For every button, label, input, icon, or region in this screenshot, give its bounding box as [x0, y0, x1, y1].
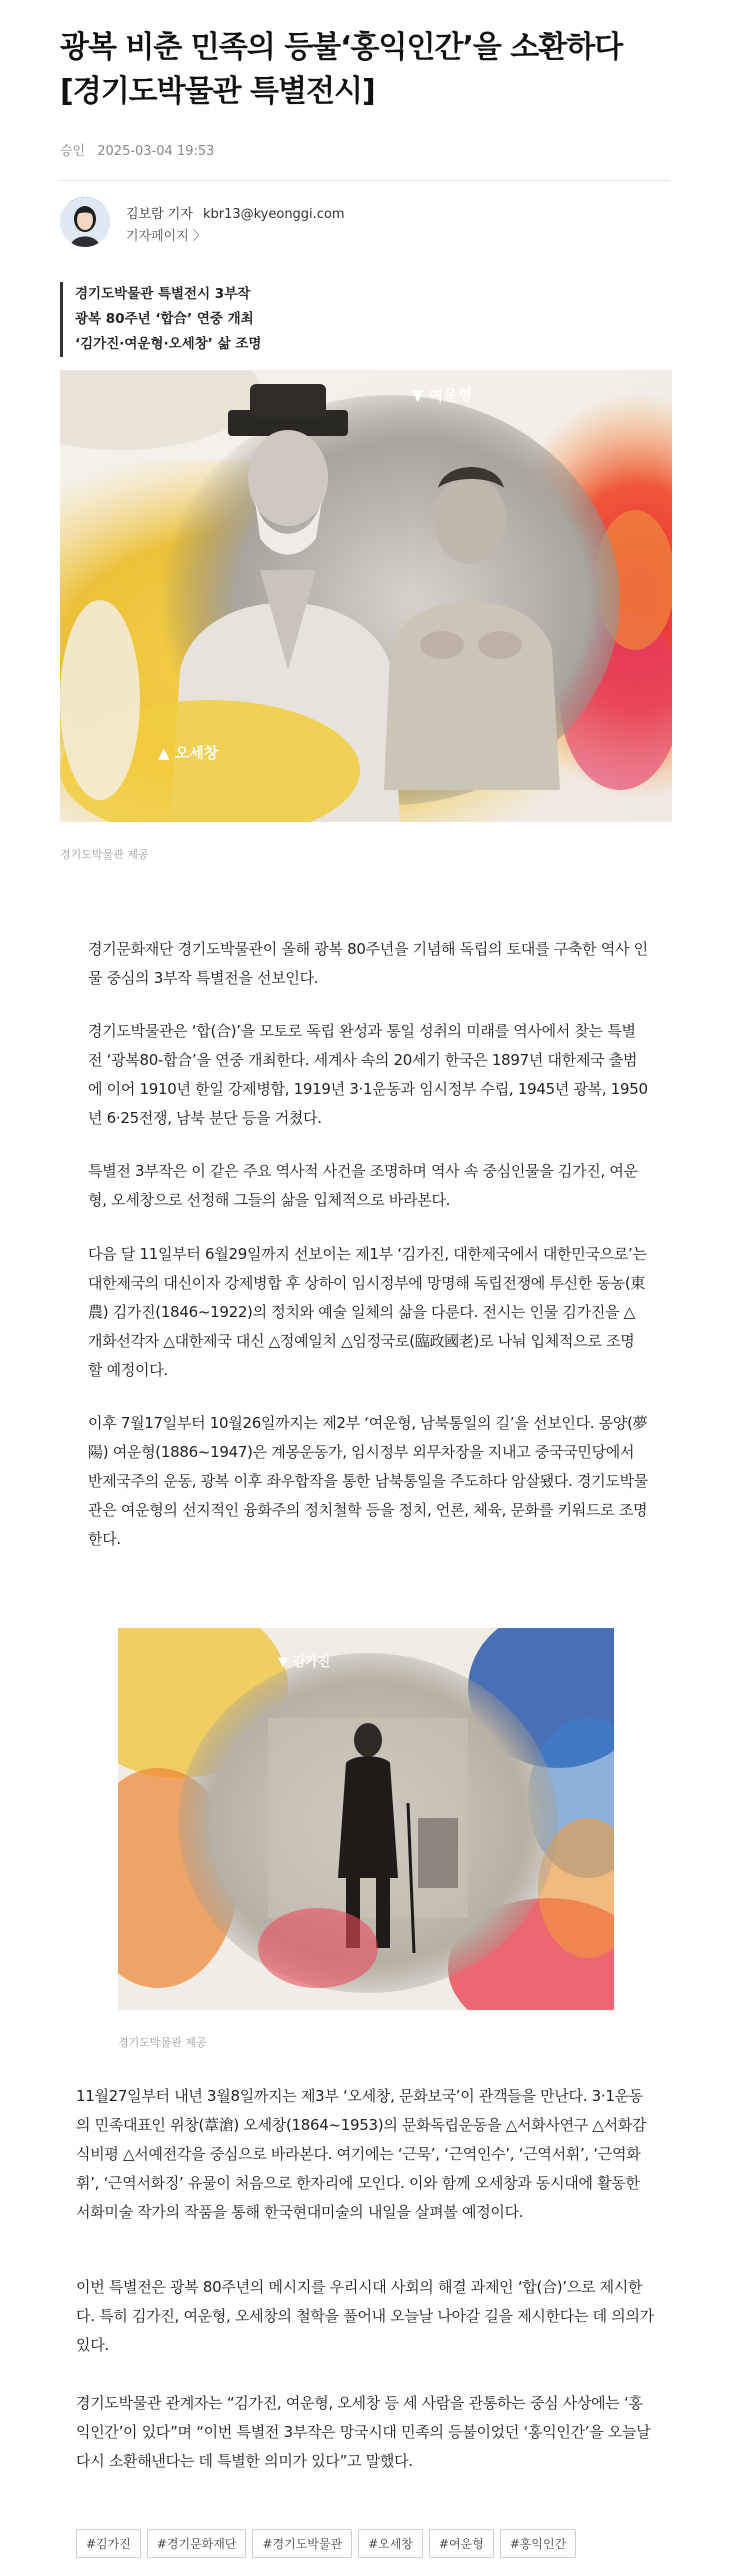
photo-label-kim: ▼ 김가진 [278, 1655, 331, 1670]
tag-item[interactable]: #김가진 [76, 2529, 141, 2558]
author-line [126, 203, 345, 222]
tag-item[interactable]: #홍익인간 [500, 2529, 576, 2558]
photo-label-oh: ▲ 오세창 [158, 744, 219, 762]
article-paragraph: 이후 7월17일부터 10월26일까지는 제2부 ‘여운형, 남북통일의 길’을 선보인다. 몽양(夢陽) 여운형(1886~1947)은 계몽운동가, 임시정부 외무차장을 지내고 중국국민당에서 반제국주의 운동, 광복 이후 좌우합작을 통한 남북통일을 주도하다 암살됐다. 경기도박물관은 여운형의 선지적인 융화주의 정치철학 등을 정치, 언론, 체육, 문화를 키워드로 조명한다. [88, 1414, 648, 1548]
tag-item[interactable]: #여운형 [429, 2529, 494, 2558]
article-photo-2 [118, 1628, 614, 2010]
article-meta [60, 140, 222, 159]
photo-caption-2: 경기도박물관 제공 [118, 2036, 207, 2049]
article-paragraph: 경기도박물관은 ‘합(合)’을 모토로 독립 완성과 통일 성취의 미래를 역사에서 찾는 특별전 ‘광복80-합合’을 연중 개최한다. 세계사 속의 20세기 한국은 1897년 대한제국 출범에 이어 1910년 한일 강제병합, 1919년 3·1운동과 임시정부 수립, 1945년 광복, 1950년 6·25전쟁, 남북 분단 등을 거쳤다. [88, 1022, 648, 1127]
article-title [60, 26, 680, 114]
article-summary [60, 282, 261, 357]
tag-item[interactable]: #경기문화재단 [147, 2529, 247, 2558]
tag-item[interactable]: #오세창 [358, 2529, 423, 2558]
article-paragraph: 특별전 3부작은 이 같은 주요 역사적 사건을 조명하며 역사 속 중심인물을 김가진, 여운형, 오세창으로 선정해 그들의 삶을 입체적으로 바라본다. [88, 1162, 638, 1209]
photo-collage-kim [118, 1628, 614, 2010]
avatar-portrait [60, 197, 110, 247]
article-title-line1: 광복 비춘 민족의 등불‘홍익인간’을 소환하다 [60, 30, 623, 65]
author-avatar [60, 197, 110, 247]
article-paragraph: 11월27일부터 내년 3월8일까지는 제3부 ‘오세창, 문화보국’이 관객들을 만난다. 3·1운동의 민족대표인 위창(葦滄) 오세창(1864~1953)의 문화독립운동을 △서화사연구 △서화감식비평 △서예전각을 중심으로 바라본다. 여기에는 ‘근묵’, ‘근역인수’, ‘근역서휘’, ‘근역화휘’, ‘근역서화징’ 유물이 처음으로 한자리에 모인다. 이와 함께 오세창과 동시대에 활동한 서화미술 작가의 작품을 통해 한국현대미술의 내일을 살펴볼 예정이다. [76, 2087, 647, 2221]
approval-status: 승인 [60, 144, 86, 159]
tag-item[interactable]: #경기도박물관 [252, 2529, 352, 2558]
summary-line: ‘김가진·여운형·오세창’ 삶 조명 [75, 336, 262, 352]
photo-label-yeo: ▼ 여운형 [412, 386, 473, 404]
article-paragraph: 다음 달 11일부터 6월29일까지 선보이는 제1부 ‘김가진, 대한제국에서 대한민국으로’는 대한제국의 대신이자 강제병합 후 상하이 임시정부에 망명해 독립전쟁에 투신한 동농(東農) 김가진(1846~1922)의 정치와 예술 일체의 삶을 다룬다. 전시는 인물 김가진을 △개화선각자 △대한제국 대신 △정예일치 △임정국로(臨政國老)로 나눠 입체적으로 조명할 예정이다. [88, 1245, 647, 1379]
author-name: 김보람 기자 [126, 207, 193, 222]
article-paragraph: 경기문화재단 경기도박물관이 올해 광복 80주년을 기념해 독립의 토대를 구축한 역사 인물 중심의 3부작 특별전을 선보인다. [88, 940, 648, 987]
article-photo-1 [60, 370, 672, 822]
summary-line: 경기도박물관 특별전시 3부작 [75, 286, 251, 302]
photo-caption-1: 경기도박물관 제공 [60, 848, 149, 861]
publish-datetime: 2025-03-04 19:53 [97, 144, 215, 159]
author-email[interactable]: kbr13@kyeonggi.com [202, 207, 345, 222]
tag-list [76, 2529, 576, 2558]
photo-collage-yeo-oh [60, 370, 672, 822]
divider [60, 180, 670, 181]
summary-line: 광복 80주년 ‘합合’ 연중 개최 [75, 311, 254, 327]
article-title-line2: [경기도박물관 특별전시] [60, 74, 375, 109]
reporter-page-link[interactable]: 기자페이지 〉 [126, 229, 206, 244]
article-paragraph: 경기도박물관 관계자는 “김가진, 여운형, 오세창 등 세 사람을 관통하는 중심 사상에는 ‘홍익인간’이 있다”며 “이번 특별전 3부작은 망국시대 민족의 등불이었던 ‘홍익인간’을 오늘날 다시 소환해낸다는 데 특별한 의미가 있다”고 말했다. [76, 2394, 651, 2470]
article-paragraph: 이번 특별전은 광복 80주년의 메시지를 우리시대 사회의 해결 과제인 ‘합(合)’으로 제시한다. 특히 김가진, 여운형, 오세창의 철학을 풀어내 오늘날 나아갈 길을 제시한다는 데 의의가 있다. [76, 2278, 654, 2354]
